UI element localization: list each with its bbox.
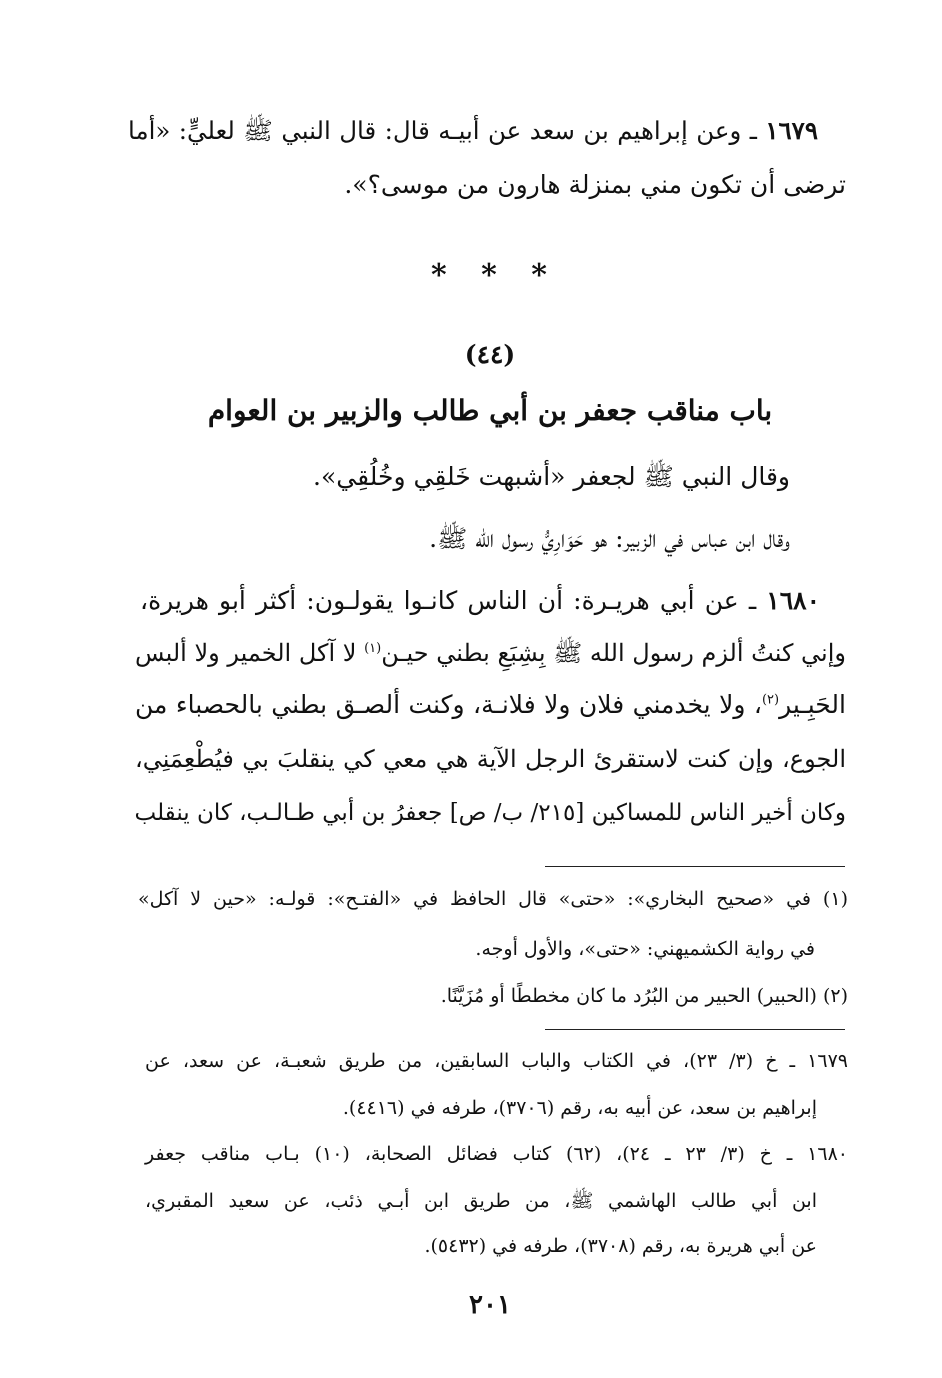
hadith-1679-number: ١٦٧٩ xyxy=(765,116,818,145)
section-separator: * * * xyxy=(431,258,559,293)
footnote-2-line-1 xyxy=(300,984,848,1008)
hadith-1679-line-2 xyxy=(128,170,846,200)
hadith-1679-text-1: ـ وعن إبراهيم بن سعد عن أبيـه قال: قال النبي ﷺ لعليٍّ: «أما xyxy=(128,116,766,145)
hadith-1680-line-1 xyxy=(140,586,820,616)
chapter-intro-2 xyxy=(200,524,790,554)
takhrij-1679-text-2: إبراهيم بن سعد، عن أبيه به، رقم (٣٧٠٦)، طرفه في (٤٤١٦). xyxy=(342,1097,817,1119)
page-number: ٢٠١ xyxy=(469,1290,511,1320)
footnote-1-text-1: (١) في «صحيح البخاري»: «حتى» قال الحافظ في «الفتـح»: قولـه: «حين لا آكل» xyxy=(138,888,848,910)
footnote-ref-1: (١) xyxy=(364,641,382,656)
takhrij-divider xyxy=(545,1029,845,1030)
chapter-intro-2-text: وقال ابن عباس في الزبير: هو حَوَارِيُّ رسول الله ﷺ. xyxy=(429,524,790,553)
hadith-1680-text-5: وكان أخير الناس للمساكين [٢١٥/ ب/ ص] جعفرُ بن أبي طـالـب، كان ينقلب xyxy=(134,800,846,826)
footnote-1-line-2 xyxy=(300,937,815,961)
footnote-divider xyxy=(545,866,845,867)
hadith-1680-line-2 xyxy=(135,638,846,668)
hadith-1680-number: ١٦٨٠ xyxy=(766,586,820,615)
hadith-1680-text-3b: ، ولا يخدمني فلان ولا فلانـة، وكنت ألصـق بطني بالحصباء من xyxy=(135,690,762,719)
hadith-1680-text-1: ـ عن أبي هريـرة: أن الناس كانـوا يقولـون: أكثر أبو هريرة، xyxy=(140,586,767,615)
hadith-1680-line-5 xyxy=(135,798,846,828)
takhrij-1679-line-1 xyxy=(145,1049,848,1073)
hadith-1679-line-1 xyxy=(128,116,818,146)
footnote-1-line-1 xyxy=(138,887,848,911)
chapter-number: (٤٤) xyxy=(464,340,516,369)
hadith-1680-line-3 xyxy=(135,690,846,720)
hadith-1680-text-2b: لا آكل الخمير ولا ألبس xyxy=(135,639,365,667)
takhrij-1680-text-3: عن أبي هريرة به، رقم (٣٧٠٨)، طرفه في (٥٤٣٢). xyxy=(424,1235,817,1257)
takhrij-1680-line-2 xyxy=(145,1189,817,1213)
takhrij-1679-text-1: ١٦٧٩ ـ خ (٣/ ٢٣)، في الكتاب والباب السابقين، من طريق شعبـة، عن سعد، عن xyxy=(145,1050,848,1072)
takhrij-1680-line-1 xyxy=(145,1142,848,1166)
hadith-1680-text-4: الجوع، وإن كنت لاستقرئ الرجل الآية هي معي كي ينقلبَ بي فيُطْعِمَنِي، xyxy=(135,745,846,773)
chapter-title: باب مناقب جعفر بن أبي طالب والزبير بن العوام xyxy=(207,394,773,427)
hadith-1680-line-4 xyxy=(135,744,846,774)
hadith-1679-text-2: ترضى أن تكون مني بمنزلة هارون من موسى؟». xyxy=(344,170,846,199)
takhrij-1680-line-3 xyxy=(300,1234,817,1258)
takhrij-1680-text-2: ابن أبي طالب الهاشمي ﷺ، من طريق ابن أبـي ذئب، عن سعيد المقبري، xyxy=(145,1190,817,1212)
hadith-1680-text-3a: الحَبِـير xyxy=(779,690,846,719)
footnote-ref-2: (٢) xyxy=(761,692,780,708)
takhrij-1679-line-2 xyxy=(220,1096,817,1120)
takhrij-1680-text-1: ١٦٨٠ ـ خ (٣/ ٢٣ ـ ٢٤)، (٦٢) كتاب فضائل الصحابة، (١٠) بـاب مناقب جعفر xyxy=(145,1143,848,1165)
footnote-1-text-2: في رواية الكشميهني: «حتى»، والأول أوجه. xyxy=(475,938,815,960)
footnote-2-text-1: (٢) (الحبير) الحبير من البُرُد ما كان مخططًا أو مُزَيَّنًا. xyxy=(440,985,848,1007)
chapter-intro-1-text: وقال النبي ﷺ لجعفر «أشبهت خَلقِي وخُلُقِي». xyxy=(313,462,790,491)
chapter-intro-1 xyxy=(200,462,790,492)
hadith-1680-text-2a: وإني كنتُ ألزم رسول الله ﷺ بِشِبَعِ بطني حيـن xyxy=(381,639,846,667)
